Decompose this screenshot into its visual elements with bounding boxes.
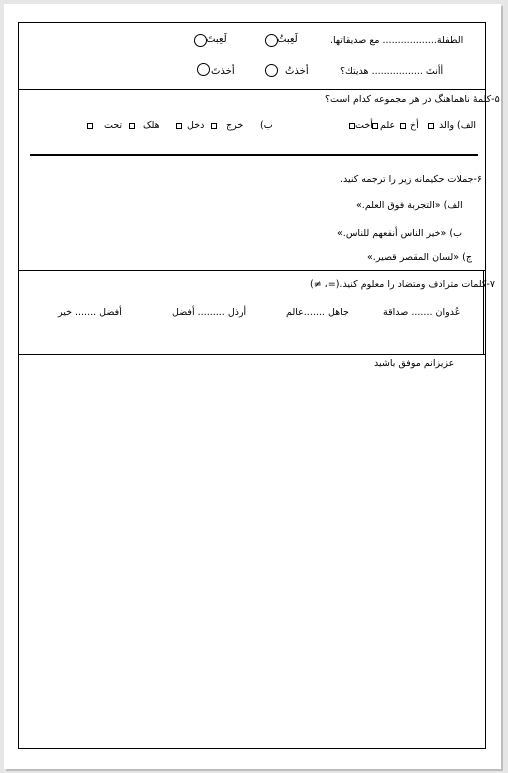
section-edge bbox=[483, 270, 484, 354]
q5-heading: ۵-کلمهٔ ناهماهنگ در هر مجموعه کدام است؟ bbox=[325, 94, 500, 105]
q6-item: ب) «خیر الناس أنفعهم للناس.» bbox=[337, 228, 463, 239]
checkbox-icon[interactable] bbox=[349, 123, 355, 129]
q4-row1-text: الطفلة.................. مع صدیقاتها. bbox=[330, 35, 464, 46]
q6-item: الف) «التجربة فوق العلم.» bbox=[356, 200, 463, 211]
q6-heading: ۶-جملات حکیمانه زیر را ترجمه کنید. bbox=[340, 174, 483, 185]
radio-circle-icon[interactable] bbox=[194, 34, 207, 47]
q7-pair: أفضل ....... خیر bbox=[58, 307, 122, 318]
q5-word: تحت bbox=[104, 120, 123, 131]
radio-circle-icon[interactable] bbox=[265, 34, 278, 47]
q5-word: علم bbox=[380, 120, 396, 131]
section-divider bbox=[18, 89, 486, 90]
q5-word: أخت bbox=[355, 120, 373, 131]
q5-word: أخ bbox=[410, 120, 419, 131]
radio-circle-icon[interactable] bbox=[197, 63, 210, 76]
q5-part-b-label: ب) bbox=[260, 120, 273, 131]
section-divider bbox=[18, 354, 486, 355]
q7-pair: عُدوان ....... صداقة bbox=[383, 307, 461, 318]
section-divider bbox=[18, 270, 486, 271]
checkbox-icon[interactable] bbox=[87, 123, 93, 129]
section-divider bbox=[30, 154, 478, 156]
q4-row2-text: أأنتَ ................. هدیتك؟ bbox=[340, 66, 444, 77]
q5-word: والد bbox=[439, 120, 455, 131]
radio-circle-icon[interactable] bbox=[265, 64, 278, 77]
closing-note: عزیزانم موفق باشید bbox=[374, 358, 455, 369]
q4-row2-option-2: أخذتَ bbox=[211, 66, 235, 77]
checkbox-icon[interactable] bbox=[400, 123, 406, 129]
q7-pair: أرذل ......... أفضل bbox=[172, 307, 247, 318]
q4-row1-option-2: لَعِبتَ bbox=[206, 34, 227, 45]
q4-row1-option-1: لَعِبتُ bbox=[277, 34, 298, 45]
q5-part-a-label: الف) bbox=[457, 120, 477, 131]
checkbox-icon[interactable] bbox=[211, 123, 217, 129]
checkbox-icon[interactable] bbox=[428, 123, 434, 129]
checkbox-icon[interactable] bbox=[129, 123, 135, 129]
q4-row2-option-1: أخذتُ bbox=[285, 66, 309, 77]
q7-heading: ۷-کلمات مترادف ومتضاد را معلوم کنید.(=، ≠) bbox=[310, 279, 495, 290]
q7-pair: جاهل .......عالم bbox=[286, 307, 349, 318]
q5-word: دخل bbox=[187, 120, 205, 131]
checkbox-icon[interactable] bbox=[176, 123, 182, 129]
q5-word: خرج bbox=[226, 120, 244, 131]
q6-item: ج) «لسان المقصر قصیر.» bbox=[367, 252, 472, 263]
q5-word: هلک bbox=[143, 120, 160, 131]
